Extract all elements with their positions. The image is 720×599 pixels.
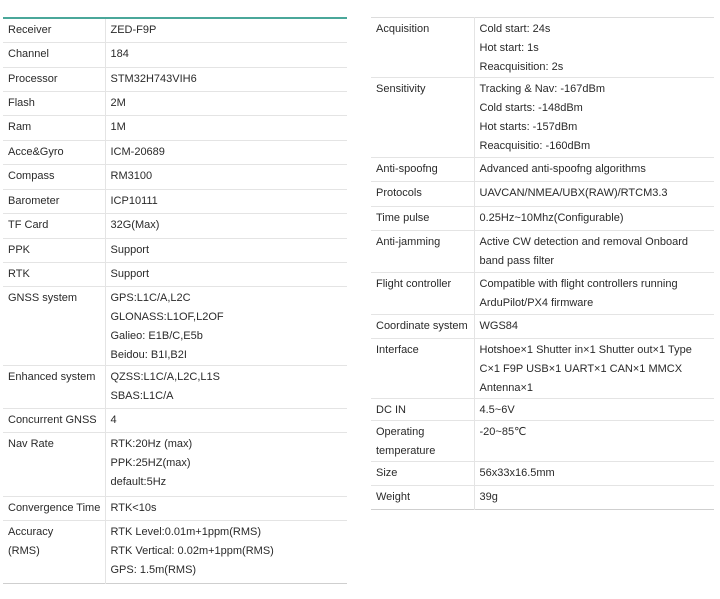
spec-label-text: Barometer [8, 194, 60, 207]
spec-label [3, 164, 105, 189]
spec-value-line: Hotshoe×1 Shutter in×1 Shutter out×1 Type [479, 344, 692, 356]
spec-value [474, 315, 714, 339]
spec-value [105, 18, 347, 42]
spec-label [3, 408, 105, 432]
spec-label-text: RTK [8, 267, 30, 280]
spec-value [105, 286, 347, 365]
spec-row-anti-spoofng [371, 158, 714, 182]
spec-value [105, 408, 347, 432]
spec-value [105, 432, 347, 496]
spec-label [371, 158, 474, 182]
spec-label-text: Time pulse [376, 212, 430, 224]
spec-row-processor [3, 67, 347, 91]
spec-label [3, 18, 105, 42]
spec-row-protocols [371, 182, 714, 207]
spec-value [105, 520, 347, 583]
spec-label-text: Sensitivity [376, 83, 426, 95]
spec-value-line: 4 [110, 413, 117, 426]
spec-row-enhanced-system [3, 365, 347, 408]
spec-value-line: Compatible with flight controllers running [479, 278, 678, 290]
spec-row-anti-jamming [371, 231, 714, 273]
spec-value-line: 184 [110, 47, 129, 60]
spec-value-line: RTK Vertical: 0.02m+1ppm(RMS) [110, 544, 274, 557]
spec-label [371, 78, 474, 158]
spec-value [105, 496, 347, 520]
spec-value-line: band pass filter [479, 255, 555, 267]
spec-row-receiver [3, 18, 347, 42]
spec-label-text: Protocols [376, 187, 422, 199]
spec-value [474, 273, 714, 315]
spec-label [371, 399, 474, 421]
spec-label-text: Compass [8, 169, 55, 182]
spec-label [371, 486, 474, 510]
spec-label-line: (RMS) [8, 544, 40, 557]
spec-row-accuracy-rms [3, 520, 347, 583]
spec-row-channel [3, 42, 347, 67]
spec-value-line: Reacquisitio: -160dBm [479, 140, 591, 152]
spec-label-text: Flash [8, 96, 35, 109]
spec-value [105, 189, 347, 213]
spec-row-acquisition [371, 18, 714, 78]
spec-value-line: default:5Hz [110, 475, 167, 488]
spec-row-interface [371, 339, 714, 399]
spec-row-compass [3, 164, 347, 189]
spec-value-line: RTK<10s [110, 501, 157, 514]
spec-value [474, 421, 714, 462]
spec-value-line: Cold start: 24s [479, 23, 551, 35]
spec-value-line: C×1 F9P USB×1 UART×1 CAN×1 MMCX [479, 363, 683, 375]
spec-row-weight [371, 486, 714, 510]
spec-value-line: -20~85℃ [479, 426, 527, 438]
spec-label [3, 262, 105, 286]
spec-label-text: PPK [8, 243, 31, 256]
spec-label-text: Weight [376, 491, 411, 503]
spec-value-line: ZED-F9P [110, 24, 157, 36]
spec-value-line: 0.25Hz~10Mhz(Configurable) [479, 212, 624, 224]
spec-row-tf-card [3, 213, 347, 238]
spec-label [371, 339, 474, 399]
spec-label [3, 496, 105, 520]
spec-row-size [371, 462, 714, 486]
spec-label-text: Acquisition [376, 23, 430, 35]
spec-row-sensitivity [371, 78, 714, 158]
spec-label [371, 182, 474, 207]
spec-value-line: 32G(Max) [110, 218, 160, 231]
spec-label-text: Receiver [8, 24, 52, 36]
spec-row-ram [3, 115, 347, 140]
spec-value-line: 39g [479, 491, 498, 503]
spec-row-acce-gyro [3, 140, 347, 164]
spec-value-line: Reacquisition: 2s [479, 61, 564, 73]
spec-label-text: Anti-jamming [376, 236, 441, 248]
spec-value [474, 399, 714, 421]
spec-value [474, 78, 714, 158]
spec-label-text: Anti-spoofng [376, 163, 438, 175]
spec-label-text: TF Card [8, 218, 49, 231]
spec-label [3, 286, 105, 365]
spec-label-text: Enhanced system [8, 370, 96, 383]
spec-label [3, 213, 105, 238]
spec-value [474, 18, 714, 78]
left-spec-table [3, 17, 347, 584]
spec-label [371, 207, 474, 231]
spec-row-time-pulse [371, 207, 714, 231]
spec-label-line: Operating [376, 426, 425, 438]
spec-value [105, 42, 347, 67]
spec-label [3, 189, 105, 213]
spec-label [3, 520, 105, 583]
spec-label-text: Size [376, 467, 398, 479]
spec-label-text: GNSS system [8, 291, 78, 304]
spec-value-line: Support [110, 267, 150, 280]
spec-value [105, 67, 347, 91]
spec-row-barometer [3, 189, 347, 213]
spec-label [371, 231, 474, 273]
spec-value-line: Beidou: B1I,B2I [110, 348, 187, 361]
spec-value [105, 91, 347, 115]
spec-label [3, 91, 105, 115]
spec-value-line: GPS:L1C/A,L2C [110, 291, 191, 304]
spec-label-text: Channel [8, 47, 49, 60]
spec-label [3, 115, 105, 140]
spec-label-text: Nav Rate [8, 437, 54, 450]
spec-row-operating-temperature [371, 421, 714, 462]
spec-row-ppk [3, 238, 347, 262]
spec-value-line: ICP10111 [110, 194, 158, 207]
spec-value [105, 140, 347, 164]
spec-label [3, 67, 105, 91]
spec-value-line: Advanced anti-spoofng algorithms [479, 163, 646, 175]
spec-value-line: Hot starts: -157dBm [479, 121, 578, 133]
spec-row-concurrent-gnss [3, 408, 347, 432]
spec-value [474, 231, 714, 273]
spec-value-line: ICM-20689 [110, 145, 165, 158]
spec-value-line: 2M [110, 96, 126, 109]
spec-value-line: WGS84 [479, 320, 519, 332]
spec-value-line: GPS: 1.5m(RMS) [110, 563, 197, 576]
spec-value-line: SBAS:L1C/A [110, 389, 174, 402]
spec-value [474, 339, 714, 399]
spec-label-text: Acce&Gyro [8, 145, 64, 158]
spec-label-text: Ram [8, 120, 32, 133]
spec-label [371, 315, 474, 339]
spec-value-line: 4.5~6V [479, 404, 515, 416]
spec-value-line: Tracking & Nav: -167dBm [479, 83, 606, 95]
spec-value [105, 164, 347, 189]
spec-value-line: Hot start: 1s [479, 42, 539, 54]
spec-label-text: DC IN [376, 404, 406, 416]
spec-value-line: Active CW detection and removal Onboard [479, 236, 688, 248]
right-spec-table [371, 17, 714, 510]
spec-value-line: ArduPilot/PX4 firmware [479, 297, 594, 309]
spec-value-line: Cold starts: -148dBm [479, 102, 583, 114]
spec-label-text: Processor [8, 72, 58, 85]
spec-value-line: 1M [110, 120, 126, 133]
spec-value [105, 238, 347, 262]
spec-row-dc-in [371, 399, 714, 421]
spec-label-text: Coordinate system [376, 320, 468, 332]
spec-value-line: RM3100 [110, 169, 153, 182]
spec-label [371, 462, 474, 486]
spec-row-nav-rate [3, 432, 347, 496]
spec-value-line: UAVCAN/NMEA/UBX(RAW)/RTCM3.3 [479, 187, 668, 199]
spec-label [3, 238, 105, 262]
spec-label-line: temperature [376, 445, 436, 457]
spec-value-line: PPK:25HZ(max) [110, 456, 191, 469]
spec-label [3, 42, 105, 67]
spec-label [3, 365, 105, 408]
spec-value-line: RTK Level:0.01m+1ppm(RMS) [110, 525, 261, 538]
spec-value [105, 365, 347, 408]
spec-label-text: Flight controller [376, 278, 452, 290]
spec-row-coordinate-system [371, 315, 714, 339]
spec-label [371, 273, 474, 315]
spec-value-line: RTK:20Hz (max) [110, 437, 193, 450]
spec-value-line: Support [110, 243, 150, 256]
spec-label-text: Concurrent GNSS [8, 413, 97, 426]
spec-value-line: Antenna×1 [479, 382, 534, 394]
spec-row-gnss-system [3, 286, 347, 365]
spec-value [474, 462, 714, 486]
spec-label [371, 421, 474, 462]
spec-label-text: Interface [376, 344, 419, 356]
spec-value-line: QZSS:L1C/A,L2C,L1S [110, 370, 220, 383]
spec-value [105, 262, 347, 286]
spec-value [105, 213, 347, 238]
spec-value-line: GLONASS:L1OF,L2OF [110, 310, 224, 323]
spec-label-text: Convergence Time [8, 501, 101, 514]
spec-label-line: Accuracy [8, 525, 54, 538]
spec-value [474, 182, 714, 207]
spec-label [3, 140, 105, 164]
spec-value-line: 56x33x16.5mm [479, 467, 555, 479]
spec-row-flight-controller [371, 273, 714, 315]
spec-value [474, 207, 714, 231]
spec-label [3, 432, 105, 496]
spec-row-convergence-time [3, 496, 347, 520]
spec-row-rtk [3, 262, 347, 286]
spec-value [474, 486, 714, 510]
spec-row-flash [3, 91, 347, 115]
spec-value-line: Galieo: E1B/C,E5b [110, 329, 203, 342]
spec-label [371, 18, 474, 78]
spec-value-line: STM32H743VIH6 [110, 72, 197, 85]
spec-value [474, 158, 714, 182]
spec-value [105, 115, 347, 140]
